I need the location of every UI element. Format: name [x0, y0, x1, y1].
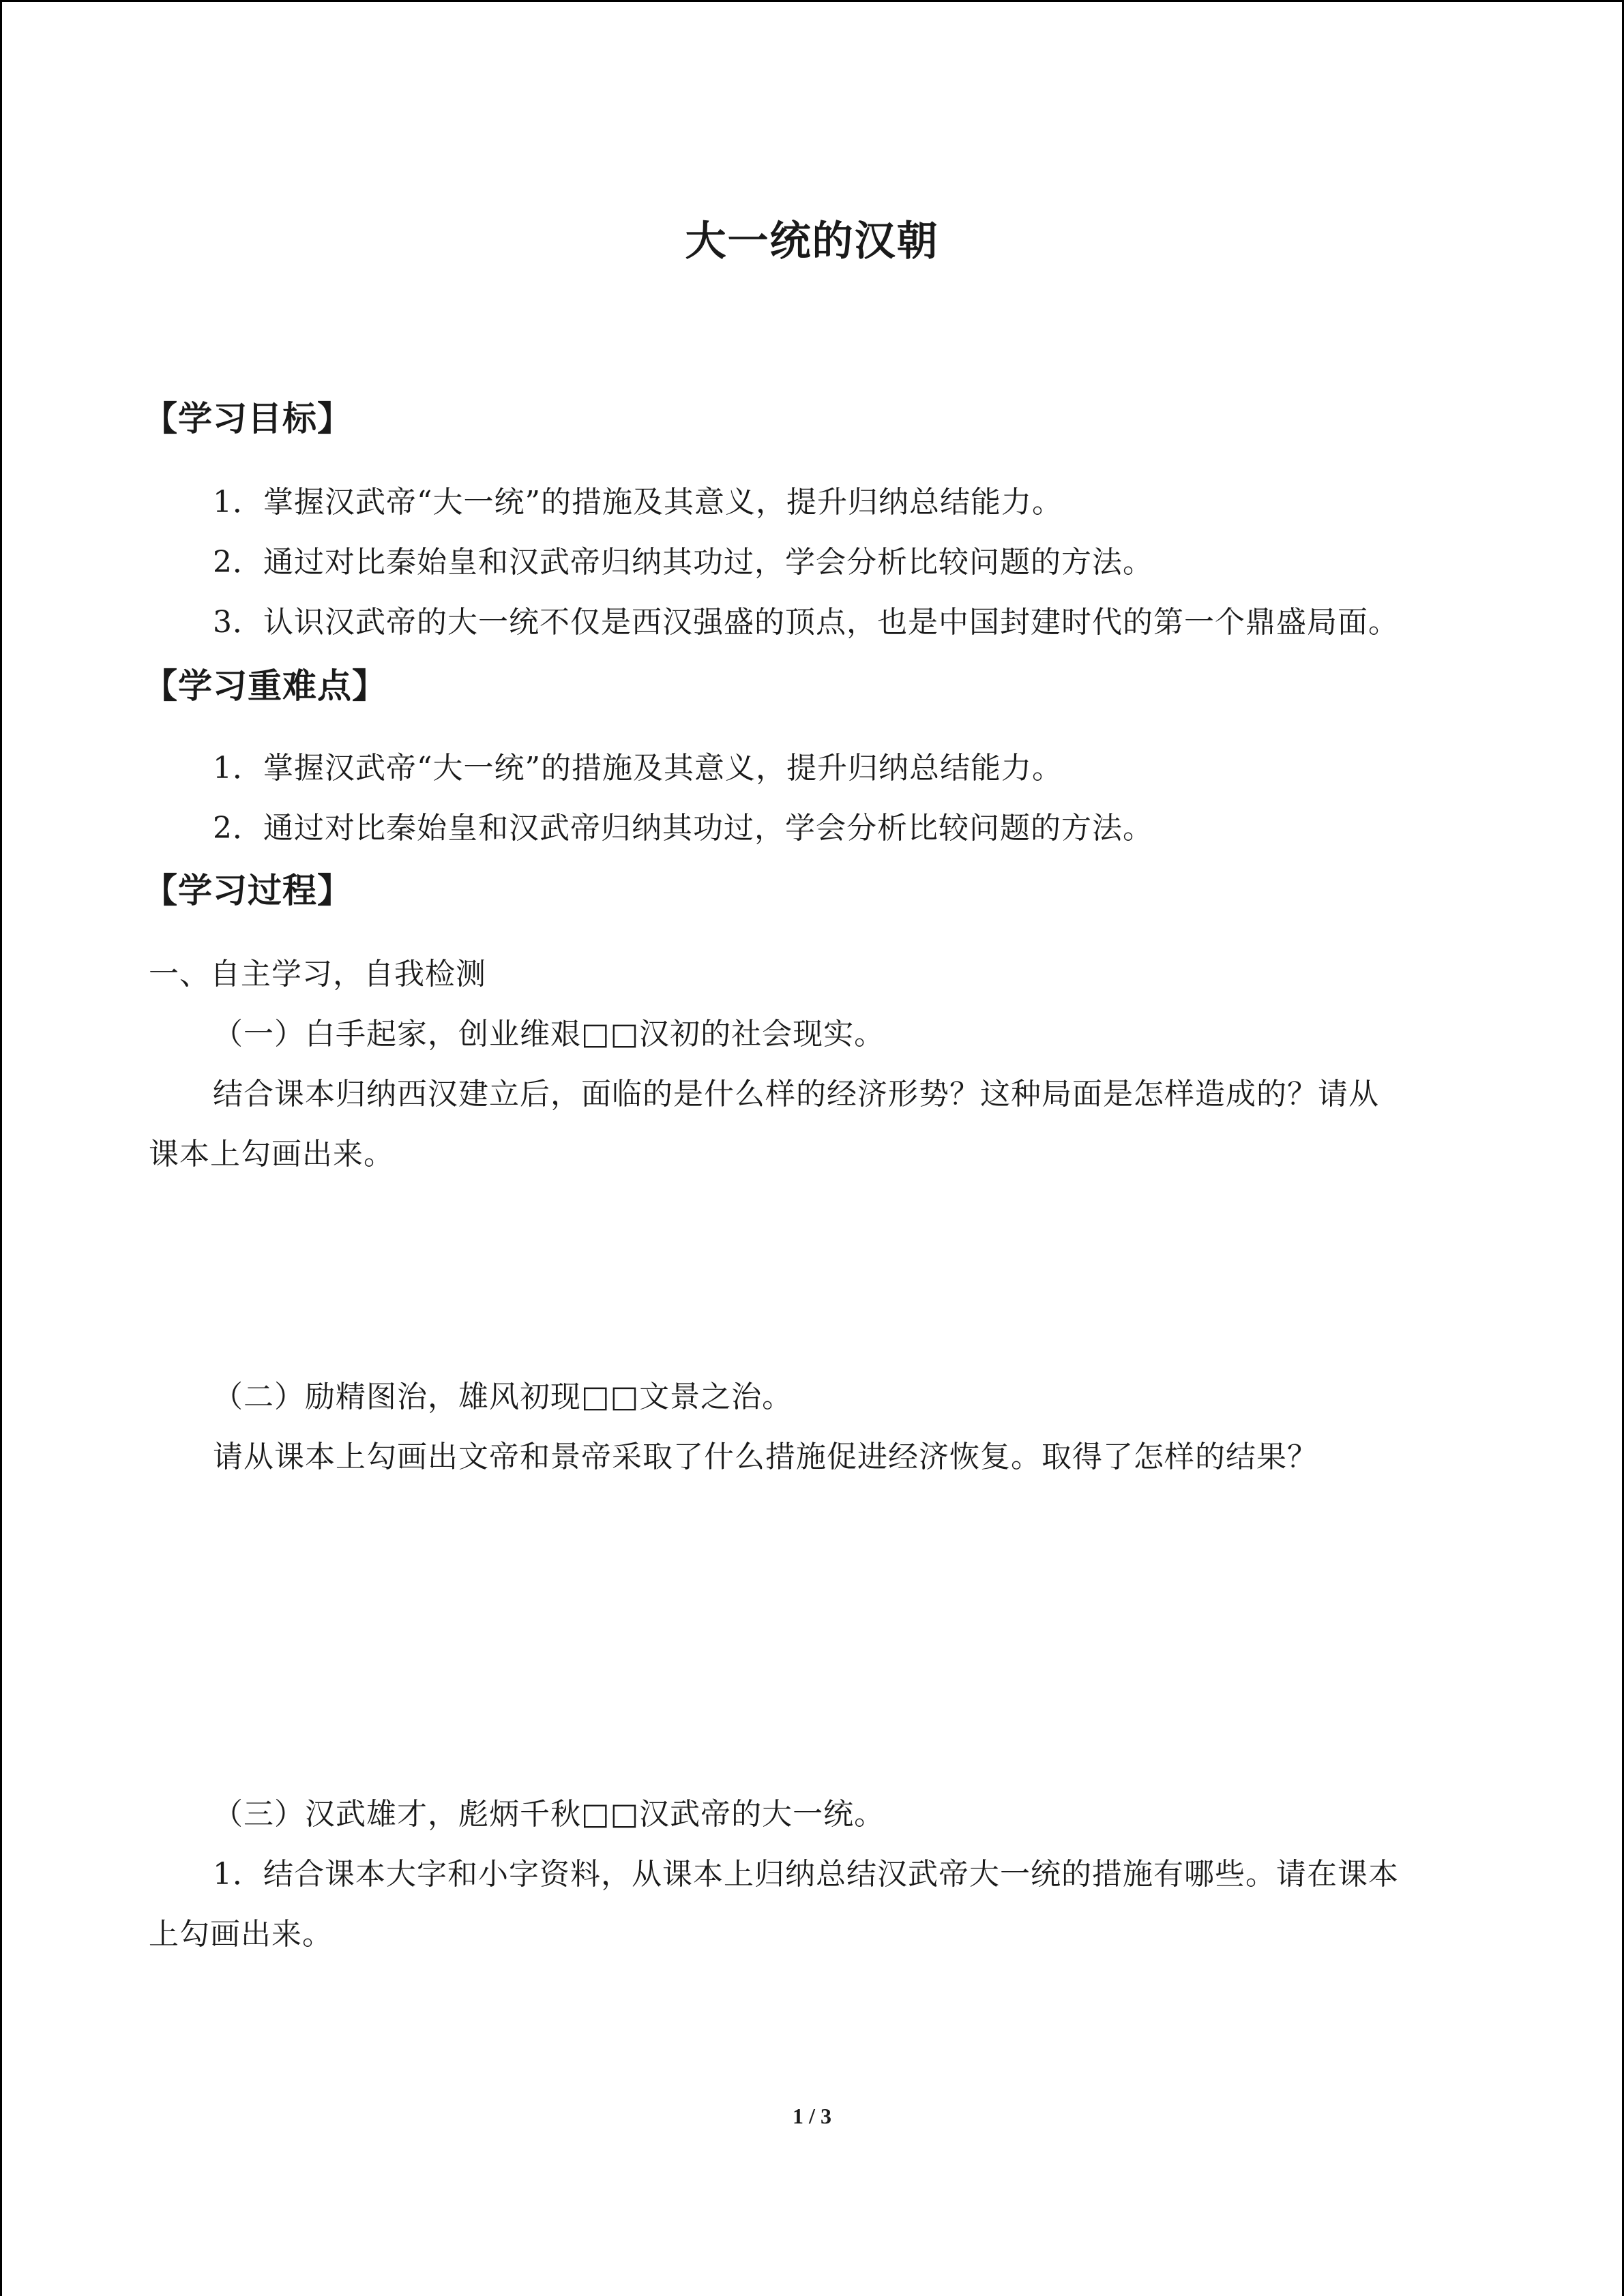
part-title: 一、自主学习，自我检测	[149, 957, 486, 992]
document-title: 大一统的汉朝	[685, 218, 939, 265]
section-heading-key-points: 【学习重难点】	[143, 666, 387, 706]
subsection-title: （三）汉武雄才，彪炳千秋□□汉武帝的大一统。	[213, 1797, 885, 1832]
goal-item: 1．掌握汉武帝“大一统”的措施及其意义，提升归纳总结能力。	[213, 485, 1063, 520]
question-text: 结合课本归纳西汉建立后，面临的是什么样的经济形势？这种局面是怎样造成的？请从	[213, 1077, 1379, 1112]
question-text: 课本上勾画出来。	[149, 1137, 394, 1172]
section-heading-goals: 【学习目标】	[143, 399, 352, 438]
question-text: 请从课本上勾画出文帝和景帝采取了什么措施促进经济恢复。取得了怎样的结果？	[213, 1440, 1318, 1474]
section-heading-process: 【学习过程】	[143, 871, 352, 910]
subsection-title: （二）励精图治，雄风初现□□文景之治。	[213, 1380, 793, 1414]
key-point-item: 2．通过对比秦始皇和汉武帝归纳其功过，学会分析比较问题的方法。	[213, 811, 1153, 846]
question-text: 1．结合课本大字和小字资料，从课本上归纳总结汉武帝大一统的措施有哪些。请在课本	[213, 1857, 1399, 1892]
goal-item: 3．认识汉武帝的大一统不仅是西汉强盛的顶点，也是中国封建时代的第一个鼎盛局面。	[213, 605, 1399, 640]
key-point-item: 1．掌握汉武帝“大一统”的措施及其意义，提升归纳总结能力。	[213, 751, 1063, 786]
page-number: 1 / 3	[793, 2104, 831, 2128]
goal-item: 2．通过对比秦始皇和汉武帝归纳其功过，学会分析比较问题的方法。	[213, 545, 1153, 580]
question-text: 上勾画出来。	[149, 1917, 333, 1952]
subsection-title: （一）白手起家，创业维艰□□汉初的社会现实。	[213, 1017, 885, 1052]
